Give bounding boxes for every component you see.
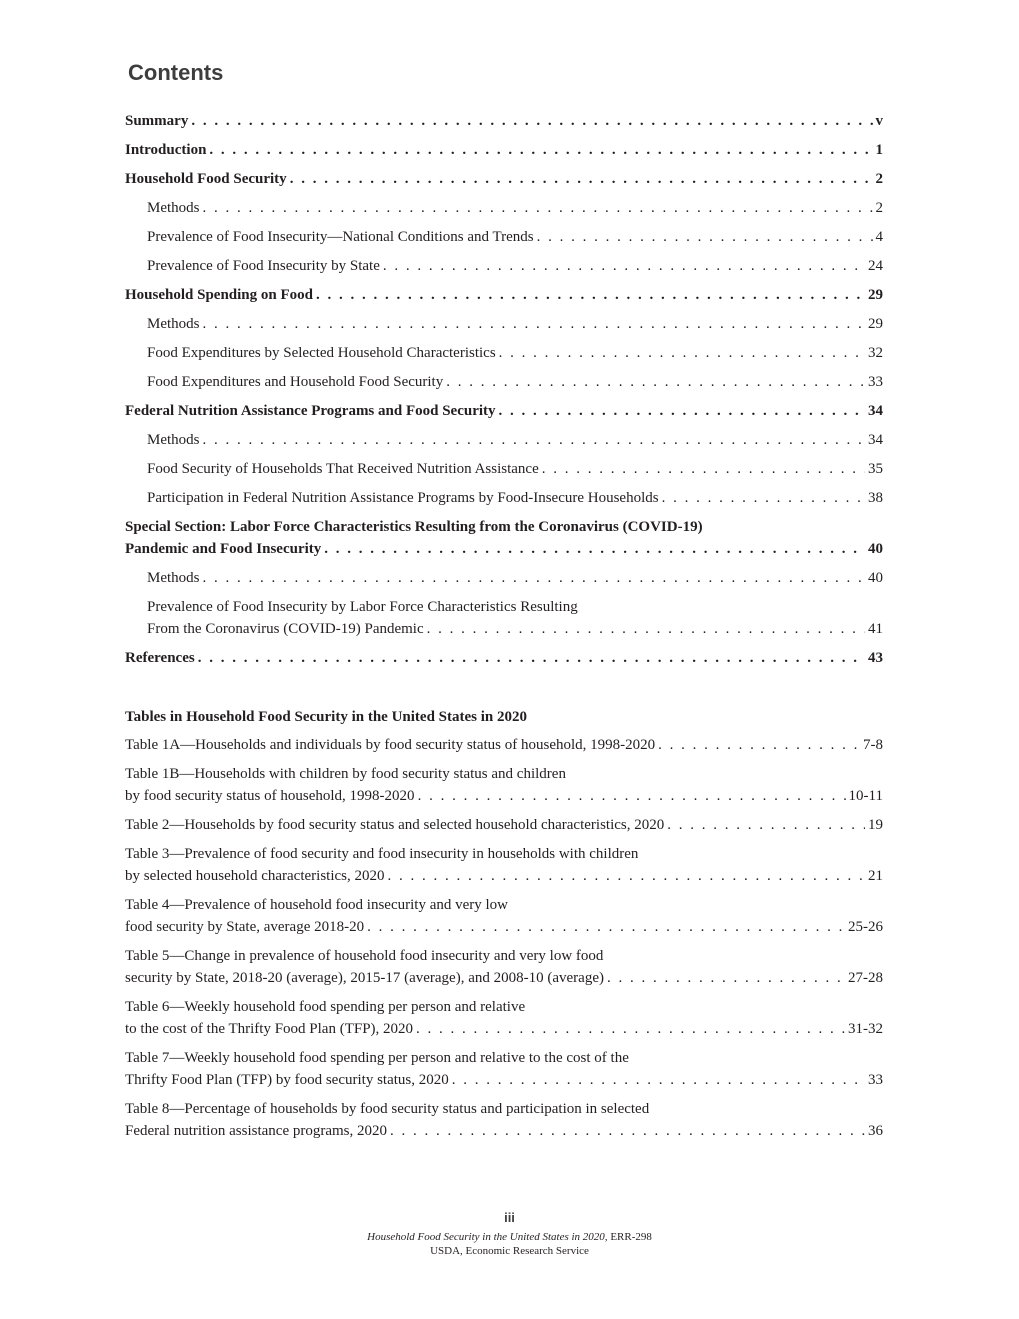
toc-label: Methods	[147, 432, 200, 448]
toc-entry-sp-characteristics[interactable]	[125, 342, 883, 364]
toc-entry-fs-national[interactable]	[125, 226, 883, 248]
toc-label: Food Security of Households That Received Nutrition Assistance	[147, 461, 539, 477]
toc-page: 33	[868, 374, 883, 390]
publication-title: Household Food Security in the United States in 2020,	[367, 1231, 608, 1243]
table-label-line2: Thrifty Food Plan (TFP) by food security status, 2020	[125, 1072, 449, 1088]
table-page: 31-32	[848, 1021, 883, 1037]
toc-label-line1: Prevalence of Food Insecurity by Labor Force Characteristics Resulting	[147, 599, 578, 615]
toc-page: 2	[875, 200, 883, 216]
table-entry-4[interactable]	[125, 894, 883, 938]
toc-entry-nu-received[interactable]	[125, 458, 883, 480]
table-entry-5[interactable]	[125, 945, 883, 989]
toc-label: Household Spending on Food	[125, 287, 313, 303]
toc-entry-references[interactable]	[125, 647, 883, 669]
table-label: Table 1A—Households and individuals by food security status of household, 1998-2020	[125, 737, 656, 753]
page-footer	[0, 1210, 1019, 1257]
table-label-line1: Table 4—Prevalence of household food insecurity and very low	[125, 897, 509, 913]
page-number: iii	[504, 1210, 515, 1225]
toc-entry-summary[interactable]	[125, 110, 883, 132]
table-label-line1: Table 1B—Households with children by food security status and children	[125, 766, 566, 782]
table-label-line2: by selected household characteristics, 2020	[125, 868, 385, 884]
table-label-line1: Table 3—Prevalence of food security and food insecurity in households with children	[125, 846, 639, 862]
toc-entry-household-food-security[interactable]	[125, 168, 883, 190]
table-page: 36	[868, 1123, 883, 1139]
toc-label-line2: From the Coronavirus (COVID-19) Pandemic	[147, 621, 424, 637]
toc-entry-nu-methods[interactable]	[125, 429, 883, 451]
table-entry-8[interactable]	[125, 1098, 883, 1142]
toc-page: v	[875, 113, 883, 129]
toc-label: Methods	[147, 570, 200, 586]
table-page: 10-11	[848, 788, 883, 804]
table-label-line2: Federal nutrition assistance programs, 2020	[125, 1123, 388, 1139]
report-id: ERR-298	[610, 1231, 652, 1243]
toc-label: Methods	[147, 316, 200, 332]
toc-page: 34	[868, 432, 883, 448]
toc-entry-sp-food-security[interactable]	[125, 371, 883, 393]
toc-page: 38	[868, 490, 883, 506]
toc-page: 34	[868, 403, 883, 419]
table-label-line2: security by State, 2018-20 (average), 2015-17 (average), and 2008-10 (average)	[125, 970, 604, 986]
toc-label: Summary	[125, 113, 189, 129]
toc-label: Food Expenditures by Selected Household Characteristics	[147, 345, 496, 361]
toc-label-line2: Pandemic and Food Insecurity	[125, 541, 322, 557]
table-label-line1: Table 6—Weekly household food spending per person and relative	[125, 999, 526, 1015]
toc-page: 40	[868, 570, 883, 586]
table-entry-6[interactable]	[125, 996, 883, 1040]
table-page: 33	[868, 1072, 883, 1088]
toc-page: 29	[868, 316, 883, 332]
table-label-line2: by food security status of household, 1998-2020	[125, 788, 415, 804]
table-entry-2[interactable]	[125, 814, 883, 836]
table-entry-7[interactable]	[125, 1047, 883, 1091]
toc-list	[125, 110, 883, 669]
table-label: Table 2—Households by food security status and selected household characteristics, 2020	[125, 817, 665, 833]
toc-entry-sc-prevalence[interactable]	[125, 596, 883, 640]
toc-page: 4	[875, 229, 883, 245]
toc-entry-introduction[interactable]	[125, 139, 883, 161]
table-entry-1a[interactable]	[125, 734, 883, 756]
table-page: 19	[868, 817, 883, 833]
agency-name: USDA, Economic Research Service	[430, 1245, 589, 1257]
table-label-line2: to the cost of the Thrifty Food Plan (TFP), 2020	[125, 1021, 414, 1037]
table-page: 25-26	[848, 919, 883, 935]
toc-label: References	[125, 650, 195, 666]
table-page: 7-8	[863, 737, 883, 753]
table-label-line1: Table 8—Percentage of households by food security status and participation in selected	[125, 1101, 650, 1117]
toc-label: Introduction	[125, 142, 207, 158]
page-title: Contents	[128, 60, 224, 85]
toc-page: 2	[875, 171, 883, 187]
toc-label: Prevalence of Food Insecurity by State	[147, 258, 380, 274]
toc-label: Food Expenditures and Household Food Security	[147, 374, 444, 390]
table-label-line2: food security by State, average 2018-20	[125, 919, 365, 935]
toc-page: 24	[868, 258, 883, 274]
toc-page: 32	[868, 345, 883, 361]
toc-entry-household-spending[interactable]	[125, 284, 883, 306]
tables-heading: Tables in Household Food Security in the United States in 2020	[125, 709, 528, 725]
toc-page: 43	[868, 650, 883, 666]
toc-page: 40	[868, 541, 883, 557]
table-page: 27-28	[848, 970, 883, 986]
table-page: 21	[868, 868, 883, 884]
toc-entry-sc-methods[interactable]	[125, 567, 883, 589]
table-label-line1: Table 5—Change in prevalence of household food insecurity and very low food	[125, 948, 604, 964]
table-entry-3[interactable]	[125, 843, 883, 887]
table-label-line1: Table 7—Weekly household food spending per person and relative to the cost of the	[125, 1050, 629, 1066]
toc-label: Federal Nutrition Assistance Programs and Food Security	[125, 403, 496, 419]
toc-label: Methods	[147, 200, 200, 216]
toc-entry-fs-state[interactable]	[125, 255, 883, 277]
toc-label: Prevalence of Food Insecurity—National Conditions and Trends	[147, 229, 534, 245]
toc-label-line1: Special Section: Labor Force Characteristics Resulting from the Coronavirus (COVID-19)	[125, 519, 703, 535]
table-entry-1b[interactable]	[125, 763, 883, 807]
toc-page: 35	[868, 461, 883, 477]
toc-page: 29	[868, 287, 883, 303]
toc-entry-special-section[interactable]	[125, 516, 883, 560]
toc-page: 41	[868, 621, 883, 637]
toc-page: 1	[875, 142, 883, 158]
toc-entry-fs-methods[interactable]	[125, 197, 883, 219]
tables-list	[125, 706, 883, 1149]
toc-label: Household Food Security	[125, 171, 287, 187]
toc-label: Participation in Federal Nutrition Assistance Programs by Food-Insecure Households	[147, 490, 659, 506]
toc-entry-sp-methods[interactable]	[125, 313, 883, 335]
toc-entry-nutrition-programs[interactable]	[125, 400, 883, 422]
toc-entry-nu-participation[interactable]	[125, 487, 883, 509]
